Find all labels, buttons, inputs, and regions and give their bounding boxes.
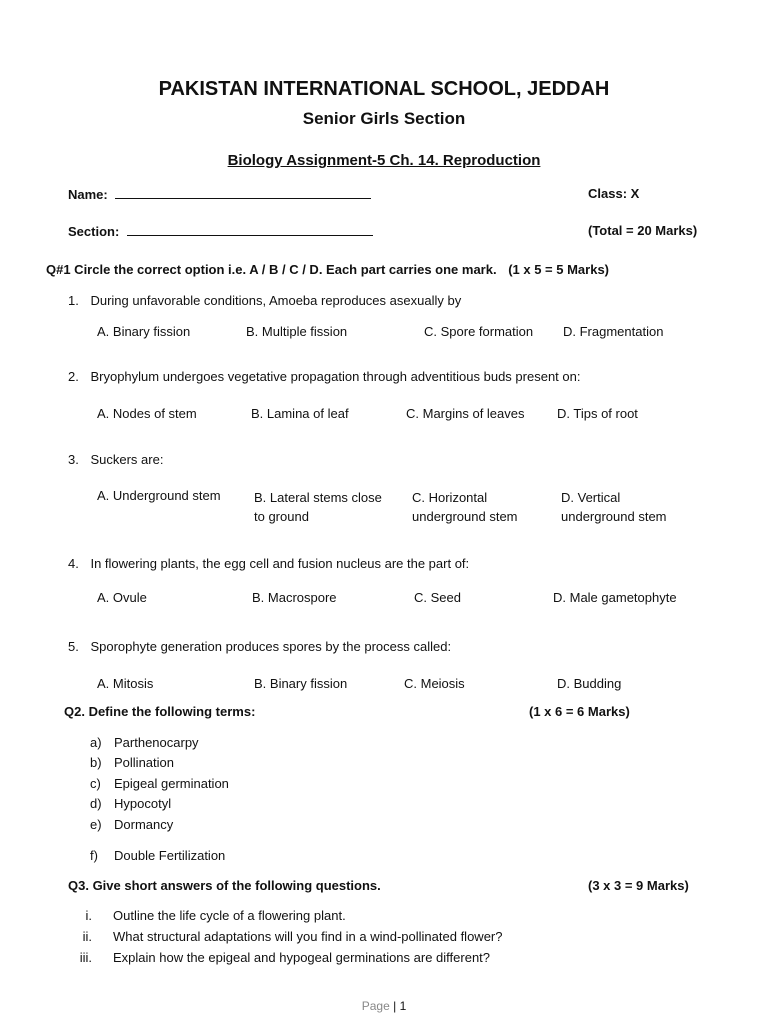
q2-item-d	[90, 796, 171, 811]
q2-heading: Q2. Define the following terms:	[64, 704, 256, 719]
option-d[interactable]: D. Budding	[557, 676, 622, 691]
q3-item-iii	[70, 950, 490, 965]
q1-item-4	[68, 556, 469, 571]
term-text: Parthenocarpy	[114, 735, 199, 750]
question-number: 1.	[68, 293, 79, 308]
item-label: a)	[90, 735, 102, 750]
option-b[interactable]: B. Multiple fission	[246, 324, 348, 339]
total-marks: (Total = 20 Marks)	[588, 223, 698, 238]
term-text: Dormancy	[114, 817, 174, 832]
question-text: Bryophylum undergoes vegetative propagation through adventitious buds present on:	[90, 369, 581, 384]
option-c[interactable]: C. Meiosis	[404, 676, 465, 691]
item-label: b)	[90, 755, 102, 770]
question-number: 5.	[68, 639, 79, 654]
page-number: 1	[399, 999, 407, 1013]
section-label: Section:	[68, 224, 120, 239]
q2-item-e	[90, 817, 173, 832]
question-text: Suckers are:	[90, 452, 164, 467]
item-label: d)	[90, 796, 102, 811]
section-blank	[127, 223, 373, 236]
option-a[interactable]: A. Underground stem	[97, 488, 221, 503]
q1-heading-text: Q#1 Circle the correct option i.e. A / B / C / D. Each part carries one mark.	[46, 262, 497, 277]
option-c[interactable]: C. Horizontal underground stem	[412, 490, 518, 524]
q2-item-b	[90, 755, 174, 770]
name-blank	[115, 186, 371, 199]
q3-item-i	[70, 908, 346, 923]
q2-marks: (1 x 6 = 6 Marks)	[529, 704, 630, 719]
item-label: iii.	[79, 950, 92, 965]
page-label: Page	[361, 999, 390, 1013]
option-a[interactable]: A. Mitosis	[97, 676, 154, 691]
item-label: e)	[90, 817, 102, 832]
term-text: Double Fertilization	[114, 848, 226, 863]
option-b[interactable]: B. Lateral stems close to ground	[254, 490, 382, 524]
option-d[interactable]: D. Vertical underground stem	[561, 490, 667, 524]
term-text: Pollination	[114, 755, 174, 770]
q1-item-1	[68, 293, 461, 308]
q3-heading: Q3. Give short answers of the following questions.	[68, 878, 381, 893]
q3-marks: (3 x 3 = 9 Marks)	[588, 878, 689, 893]
option-d[interactable]: D. Male gametophyte	[553, 590, 677, 605]
q2-item-c	[90, 776, 229, 791]
section-title: Senior Girls Section	[302, 109, 466, 128]
option-b[interactable]: B. Binary fission	[254, 676, 348, 691]
class-label: Class: X	[588, 186, 640, 201]
q3-item-ii	[70, 929, 502, 944]
option-a[interactable]: A. Binary fission	[97, 324, 191, 339]
page-footer	[0, 999, 768, 1013]
q1-marks: (1 x 5 = 5 Marks)	[508, 262, 610, 277]
question-number: 2.	[68, 369, 79, 384]
item-label: c)	[90, 776, 101, 791]
school-title: PAKISTAN INTERNATIONAL SCHOOL, JEDDAH	[158, 78, 610, 100]
assignment-title: Biology Assignment-5 Ch. 14. Reproduction	[227, 152, 541, 169]
option-b[interactable]: B. Lamina of leaf	[251, 406, 349, 421]
term-text: Hypocotyl	[114, 796, 172, 811]
question-text: In flowering plants, the egg cell and fusion nucleus are the part of:	[90, 556, 470, 571]
question-number: 4.	[68, 556, 79, 571]
question-text: Outline the life cycle of a flowering plant.	[113, 908, 346, 923]
q1-item-2	[68, 369, 580, 384]
option-a[interactable]: A. Nodes of stem	[97, 406, 197, 421]
section-field	[68, 223, 373, 239]
question-text: Explain how the epigeal and hypogeal germinations are different?	[113, 950, 491, 965]
item-label: ii.	[82, 929, 92, 944]
option-c[interactable]: C. Seed	[414, 590, 461, 605]
q1-item-3	[68, 452, 163, 467]
option-d[interactable]: D. Tips of root	[557, 406, 638, 421]
option-b[interactable]: B. Macrospore	[252, 590, 337, 605]
item-label: i.	[85, 908, 92, 923]
question-text: What structural adaptations will you find in a wind-pollinated flower?	[113, 929, 503, 944]
name-field	[68, 186, 371, 202]
option-c[interactable]: C. Spore formation	[424, 324, 534, 339]
term-text: Epigeal germination	[114, 776, 229, 791]
option-c[interactable]: C. Margins of leaves	[406, 406, 525, 421]
question-number: 3.	[68, 452, 79, 467]
item-label: f)	[90, 848, 98, 863]
name-label: Name:	[68, 187, 108, 202]
q1-heading	[46, 262, 609, 277]
question-text: Sporophyte generation produces spores by the process called:	[90, 639, 452, 654]
page-separator: |	[393, 999, 397, 1013]
q1-item-5	[68, 639, 451, 654]
option-a[interactable]: A. Ovule	[97, 590, 147, 605]
option-d[interactable]: D. Fragmentation	[563, 324, 664, 339]
q2-item-f	[90, 848, 225, 863]
q2-item-a	[90, 735, 199, 750]
question-text: During unfavorable conditions, Amoeba reproduces asexually by	[90, 293, 462, 308]
